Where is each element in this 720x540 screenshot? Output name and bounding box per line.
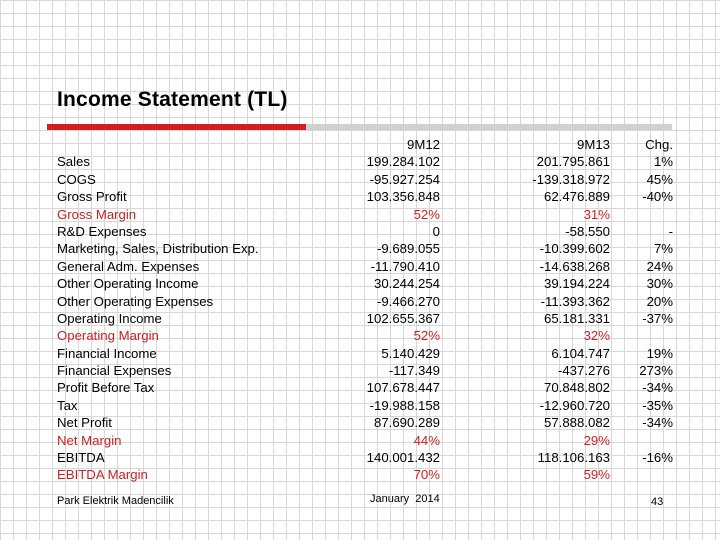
9m12-column xyxy=(340,136,440,484)
value-change: -34% xyxy=(642,380,673,396)
value-change: - xyxy=(668,223,673,239)
value-9m13: -14.638.268 xyxy=(539,258,610,274)
change-column xyxy=(620,136,673,484)
value-change: 273% xyxy=(639,363,673,379)
value-9m13: -11.393.362 xyxy=(540,293,610,309)
value-9m12: -9.466.270 xyxy=(376,293,440,309)
footer-page-number: 43 xyxy=(651,496,664,508)
row-label: EBITDA xyxy=(57,450,105,466)
value-change: 1% xyxy=(653,154,673,170)
header-9m12: 9M12 xyxy=(407,137,440,152)
row-label: General Adm. Expenses xyxy=(57,258,200,274)
value-9m13: 70.848.802 xyxy=(543,380,610,396)
value-9m13: -10.399.602 xyxy=(539,241,610,257)
value-change: -40% xyxy=(642,189,673,205)
value-9m13: -139.318.972 xyxy=(532,171,610,187)
9m13-column xyxy=(500,136,610,484)
value-9m13: 201.795.861 xyxy=(536,154,610,170)
value-change xyxy=(620,432,673,449)
value-change: 20% xyxy=(646,293,673,309)
row-label: Financial Expenses xyxy=(57,363,172,379)
value-change: 45% xyxy=(646,171,673,187)
row-label: Gross Margin xyxy=(57,206,137,222)
value-9m12: 0 xyxy=(432,223,440,239)
value-9m12: 52% xyxy=(413,328,440,344)
value-9m12: -9.689.055 xyxy=(376,241,440,257)
value-9m13: 65.181.331 xyxy=(543,310,610,326)
value-9m12: 30.244.254 xyxy=(373,276,440,292)
value-change: 7% xyxy=(653,241,673,257)
value-change xyxy=(620,206,673,223)
row-label: R&D Expenses xyxy=(57,223,147,239)
value-9m13: 59% xyxy=(583,467,610,483)
value-change: -16% xyxy=(642,450,673,466)
row-label: COGS xyxy=(57,171,96,187)
value-9m13: -12.960.720 xyxy=(539,397,610,413)
row-label: Profit Before Tax xyxy=(57,380,155,396)
value-change: 30% xyxy=(646,276,673,292)
value-9m12: 70% xyxy=(413,467,440,483)
value-9m13: 29% xyxy=(583,432,610,448)
title-underline xyxy=(47,124,672,130)
value-9m12: -117.349 xyxy=(388,363,440,379)
value-9m12: 103.356.848 xyxy=(366,189,440,205)
header-9m13: 9M13 xyxy=(577,137,610,152)
row-label: Gross Profit xyxy=(57,189,127,205)
row-label: EBITDA Margin xyxy=(57,467,148,483)
value-change xyxy=(620,327,673,344)
value-9m12: -19.988.158 xyxy=(369,397,440,413)
row-label: Net Profit xyxy=(57,415,112,431)
row-label: Marketing, Sales, Distribution Exp. xyxy=(57,241,259,257)
value-9m13: 118.106.163 xyxy=(537,450,610,466)
row-label: Operating Income xyxy=(57,310,162,326)
value-9m13: 31% xyxy=(583,206,610,222)
footer-company: Park Elektrik Madencilik xyxy=(57,495,174,507)
value-change: 24% xyxy=(646,258,673,274)
value-9m12: 107.678.447 xyxy=(366,380,440,396)
row-labels-column xyxy=(57,136,259,484)
header-change: Chg. xyxy=(645,137,673,152)
value-9m12: 87.690.289 xyxy=(373,415,440,431)
value-9m13: 57.888.082 xyxy=(543,415,610,431)
header-spacer xyxy=(57,136,259,153)
row-label: Net Margin xyxy=(57,432,122,448)
value-change: -34% xyxy=(642,415,673,431)
value-9m13: 32% xyxy=(583,328,610,344)
value-9m12: 140.001.432 xyxy=(366,450,440,466)
value-9m12: 102.655.367 xyxy=(366,310,440,326)
value-9m12: 52% xyxy=(413,206,440,222)
value-9m12: -95.927.254 xyxy=(369,171,440,187)
page-title: Income Statement (TL) xyxy=(57,88,288,111)
value-9m12: -11.790.410 xyxy=(370,258,440,274)
footer-date: January 2014 xyxy=(370,493,440,505)
value-change xyxy=(620,466,673,483)
row-label: Other Operating Income xyxy=(57,276,199,292)
value-9m12: 199.284.102 xyxy=(366,154,440,170)
value-9m12: 44% xyxy=(413,432,440,448)
value-9m12: 5.140.429 xyxy=(381,345,440,361)
row-label: Other Operating Expenses xyxy=(57,293,214,309)
value-change: -35% xyxy=(642,397,673,413)
value-change: -37% xyxy=(642,310,673,326)
row-label: Sales xyxy=(57,154,90,170)
value-9m13: 39.194.224 xyxy=(543,276,610,292)
row-label: Operating Margin xyxy=(57,328,159,344)
value-9m13: 62.476.889 xyxy=(543,189,610,205)
title-underline-accent xyxy=(47,124,306,130)
value-9m13: 6.104.747 xyxy=(551,345,610,361)
row-label: Tax xyxy=(57,397,78,413)
row-label: Financial Income xyxy=(57,345,157,361)
value-change: 19% xyxy=(646,345,673,361)
value-9m13: -437.276 xyxy=(557,363,610,379)
value-9m13: -58.550 xyxy=(565,223,610,239)
